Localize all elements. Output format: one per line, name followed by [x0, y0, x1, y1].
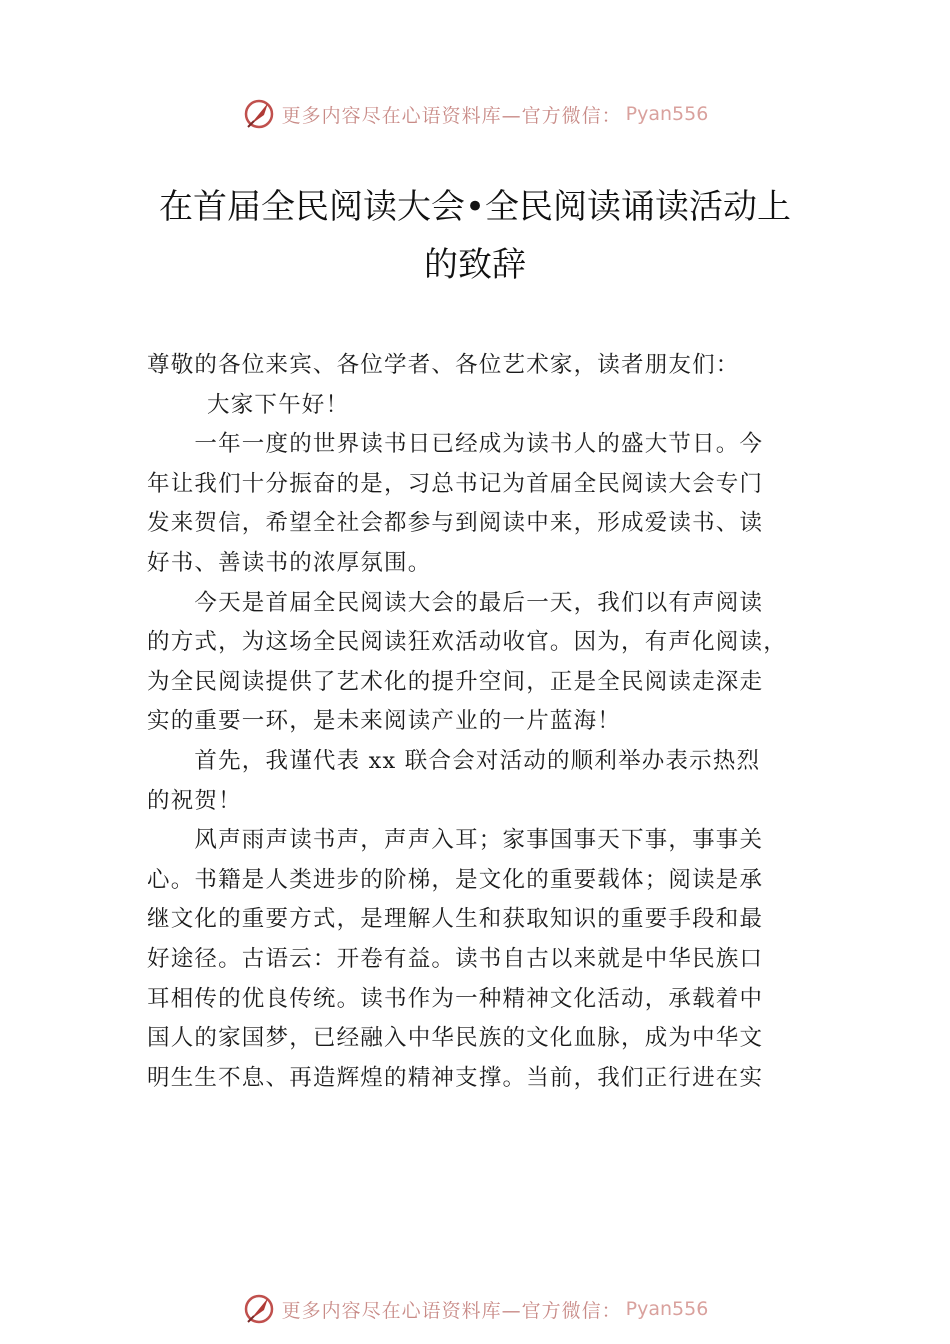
- document-body: [147, 346, 807, 1098]
- title-line-1: 在首届全民阅读大会•全民阅读诵读活动上: [158, 187, 792, 227]
- title-line-2: 的致辞: [424, 245, 526, 285]
- salutation: 尊敬的各位来宾、各位学者、各位艺术家，读者朋友们：: [147, 352, 740, 378]
- watermark-footer: [0, 1287, 950, 1331]
- quill-pen-logo-icon: [242, 1292, 276, 1326]
- watermark-text: 更多内容尽在心语资料库—官方微信：: [281, 1299, 622, 1322]
- watermark-wechat-id: Pyan556: [625, 103, 709, 125]
- watermark-text: 更多内容尽在心语资料库—官方微信：: [281, 104, 622, 127]
- document-title: [120, 178, 830, 294]
- greeting: 大家下午好！: [207, 391, 350, 418]
- paragraph-4: 风声雨声读书声，声声入耳；家事国事天下事，事事关 心。书籍是人类进步的阶梯，是文化的重要载体；阅读是承 继文化的重要方式，是理解人生和获取知识的重要手段和最 好途径。古语云：开卷有益。读书自古以来就是中华民族口 耳相传的优良传统。读书作为一种精神文化活动，承载着中 国人的家国梦，已经融入中华民族的文化血脉，成为中华文 明生生不息、再造辉煌的精神支撑。当前，我们正行进在实: [147, 827, 764, 1091]
- watermark-wechat-id: Pyan556: [625, 1298, 709, 1320]
- quill-pen-logo-icon: [242, 97, 276, 131]
- paragraph-3: 首先，我谨代表 xx 联合会对活动的顺利举办表示热烈 的祝贺！: [147, 747, 761, 814]
- paragraph-2: 今天是首届全民阅读大会的最后一天，我们以有声阅读 的方式，为这场全民阅读狂欢活动收官。因为，有声化阅读， 为全民阅读提供了艺术化的提升空间，正是全民阅读走深走 实的重要一环，是未来阅读产业的一片蓝海！: [147, 589, 787, 735]
- paragraph-1: 一年一度的世界读书日已经成为读书人的盛大节日。今 年让我们十分振奋的是，习总书记为首届全民阅读大会专门 发来贺信，希望全社会都参与到阅读中来，形成爱读书、读 好书、善读书的浓厚氛围。: [147, 431, 764, 576]
- watermark-header: [0, 92, 950, 136]
